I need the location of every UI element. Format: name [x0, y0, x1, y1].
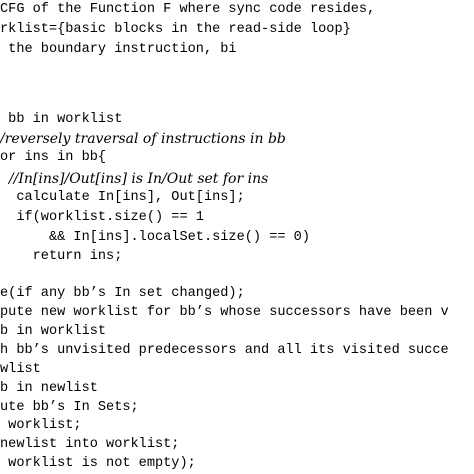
code-line: && In[ins].localSet.size() == 0): [0, 230, 310, 245]
code-line: ute bb’s In Sets;: [0, 400, 139, 415]
code-line: b in newlist: [0, 381, 98, 396]
code-line: or ins in bb{: [0, 150, 107, 165]
code-line: calculate In[ins], Out[ins];: [0, 190, 245, 205]
code-comment: //In[ins]/Out[ins] is In/Out set for ins: [0, 171, 269, 187]
code-line: rklist={basic blocks in the read-side loop}: [0, 22, 351, 37]
code-line: pute new worklist for bb’s whose successors have been v: [0, 305, 449, 320]
code-line: wlist: [0, 362, 41, 377]
code-line: return ins;: [0, 249, 123, 264]
code-line: if(worklist.size() == 1: [0, 210, 204, 225]
code-line: worklist;: [0, 418, 82, 433]
code-line: CFG of the Function F where sync code resides,: [0, 2, 376, 17]
code-line: worklist is not empty);: [0, 456, 196, 471]
code-line: newlist into worklist;: [0, 437, 180, 452]
code-line: the boundary instruction, bi: [0, 42, 237, 57]
code-line: h bb’s unvisited predecessors and all its visited succe: [0, 343, 449, 358]
code-comment: /reversely traversal of instructions in bb: [0, 131, 286, 147]
code-line: b in worklist: [0, 324, 107, 339]
code-line: e(if any bb’s In set changed);: [0, 286, 245, 301]
code-line: bb in worklist: [0, 112, 123, 127]
